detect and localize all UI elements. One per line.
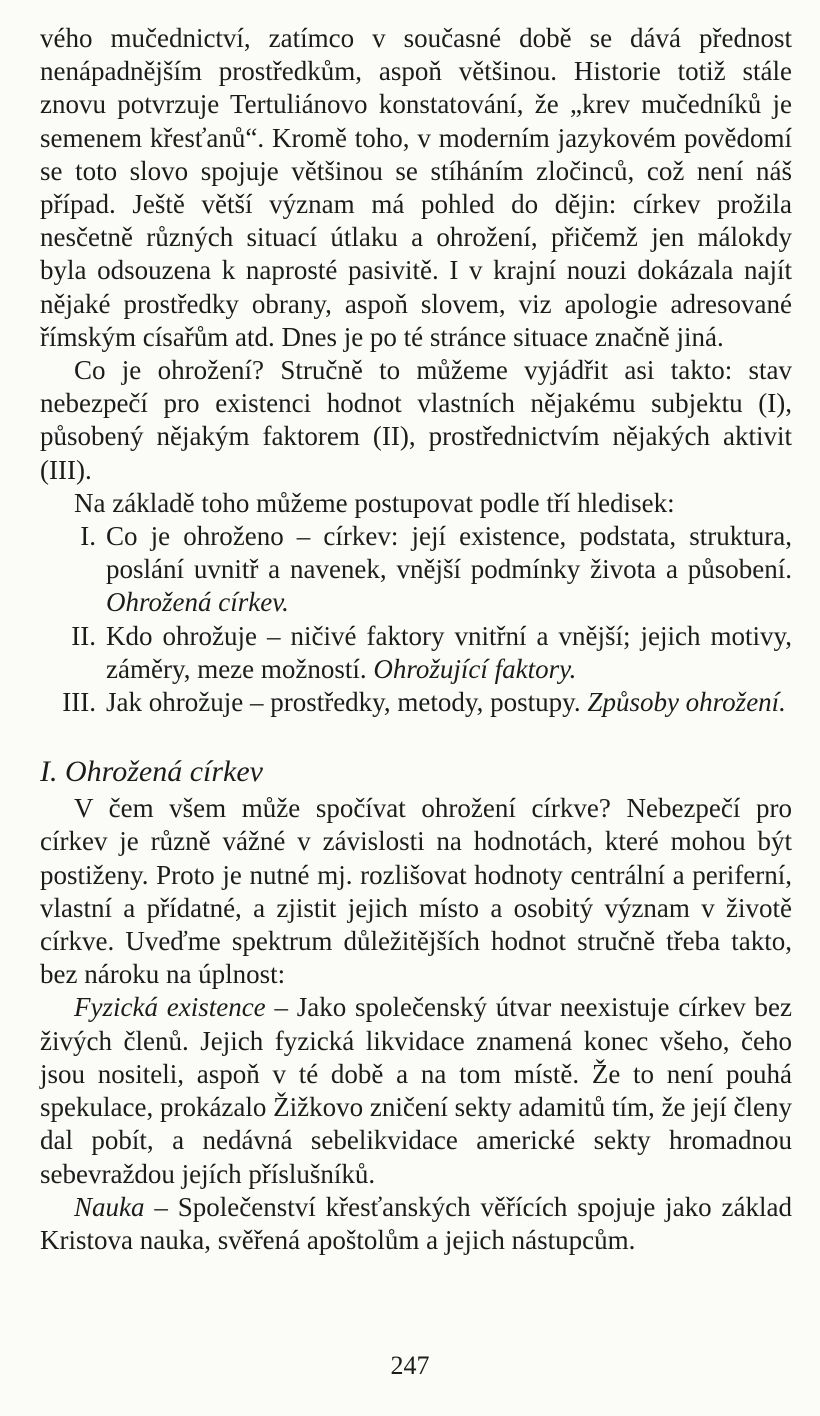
list-item-emphasis: Ohrožená církev. bbox=[106, 587, 289, 618]
list-item bbox=[40, 520, 792, 620]
list-item bbox=[40, 620, 792, 686]
list-item-number: I. bbox=[80, 521, 96, 552]
paragraph-5-text: – Jako společenský útvar neexistuje církev bez živých členů. Jejich fyzická likvidace znamená konec všeho, čeho jsou nositeli, aspoň v té době a na tom místě. Že to není pouhá spekulace, prokázalo Žižkovo zničení sekty adamitů tím, že její členy dal pobít, a nedávná sebelikvidace americké sekty hromadnou sebevraždou jejích příslušníků. bbox=[40, 992, 792, 1189]
aspects-list bbox=[40, 520, 792, 719]
page-number: 247 bbox=[390, 1351, 430, 1380]
paragraph-5-term: Fyzická existence bbox=[74, 992, 266, 1023]
list-item-number: II. bbox=[71, 620, 96, 651]
list-item bbox=[40, 686, 792, 719]
section-heading: I. Ohrožená církev bbox=[40, 755, 263, 789]
paragraph-6-text: – Společenství křesťanských věřících spojuje jako základ Kristova nauka, svěřená apoštolům a jejich nástupcům. bbox=[40, 1191, 792, 1255]
list-item-emphasis: Způsoby ohrožení. bbox=[587, 687, 786, 718]
paragraph-4: V čem všem může spočívat ohrožení církve? Nebezpečí pro církev je různě vážné v závislosti na hodnotách, které mohou být postiženy. Proto je nutné mj. rozlišovat hodnoty centrální a periferní, vlastní a přídatné, a zjistit jejich místo a osobitý význam v životě církve. Uveďme spektrum důležitějších hodnot stručně třeba takto, bez nároku na úplnost: bbox=[40, 793, 792, 990]
list-item-text: Kdo ohrožuje – ničivé faktory vnitřní a vnější; jejich motivy, záměry, meze možností. bbox=[106, 620, 792, 684]
paragraph-1: vého mučednictví, zatímco v současné době se dává přednost nenápadnějším prostředkům, aspoň většinou. Historie totiž stále znovu potvrzuje Tertuliánovo konstatování, že „krev mučedníků je semenem křesťanů“. Kromě toho, v moderním jazykovém povědomí se toto slovo spojuje většinou se stíháním zločinců, což není náš případ. Ještě větší význam má pohled do dějin: církev prožila nesčetně různých situací útlaku a ohrožení, přičemž jen málokdy byla odsouzena k naprosté pasivitě. I v krajní nouzi dokázala najít nějaké prostředky obrany, aspoň slovem, viz apologie adresované římským císařům atd. Dnes je po té stránce situace značně jiná. bbox=[40, 23, 792, 352]
list-item-emphasis: Ohrožující faktory. bbox=[373, 653, 577, 684]
list-item-text: Co je ohroženo – církev: její existence, podstata, struktura, poslání uvnitř a navenek, vnější podmínky života a působení. bbox=[106, 521, 792, 585]
list-item-text: Jak ohrožuje – prostředky, metody, postupy. bbox=[106, 687, 581, 718]
paragraph-6 bbox=[40, 1191, 792, 1257]
list-item-text-wrap bbox=[106, 686, 792, 719]
list-item-text-wrap bbox=[106, 520, 792, 620]
list-item-text-wrap bbox=[106, 620, 792, 686]
paragraph-3: Na základě toho můžeme postupovat podle tří hledisek: bbox=[74, 487, 675, 518]
paragraph-2: Co je ohrožení? Stručně to můžeme vyjádřit asi takto: stav nebezpečí pro existenci hodnot vlastních nějakému subjektu (I), působený nějakým faktorem (II), prostřednictvím nějakých aktivit (III). bbox=[40, 355, 792, 485]
paragraph-5 bbox=[40, 991, 792, 1190]
paragraph-6-term: Nauka bbox=[74, 1191, 145, 1222]
page-content bbox=[40, 22, 792, 1257]
list-item-number: III. bbox=[62, 687, 96, 718]
